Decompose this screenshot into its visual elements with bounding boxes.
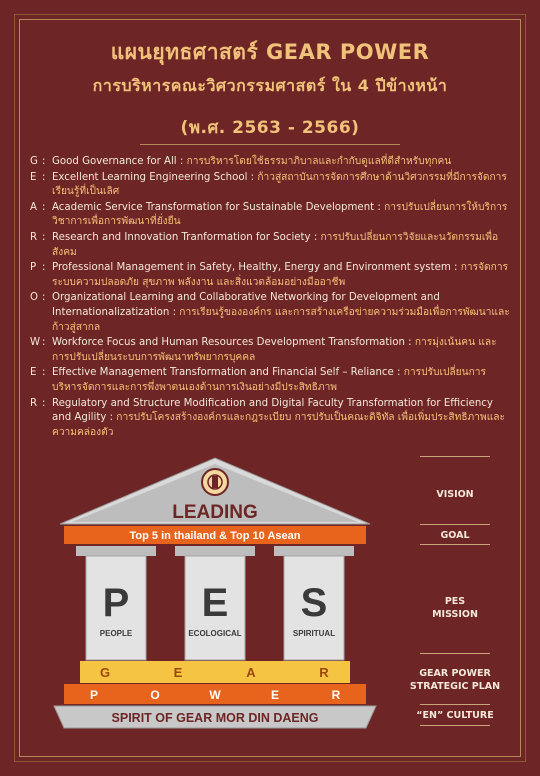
list-item: G : Good Governance for All : การบริหารโดยใช้ธรรมาภิบาลและกำกับดูแลที่ดีสำหรับทุกคน [30,156,452,167]
title-divider [140,144,400,145]
list-item: O : Organizational Learning and Collaborative Networking for Development and Internationalizatization : การเรียนรู้ขององค์กร และการสร้างเครือข่ายความร่วมมือเพื่อการพัฒนาและก้าวสู่สากล [30,292,510,333]
strategy-list [30,155,512,441]
gear-letter: E [173,665,183,680]
list-item: R : Regulatory and Structure Modification and Digital Faculty Transformation for Efficiency and Agility : การปรับโครงสร้างองค์กรและกฎระเบียบ การปรับเป็นคณะดิจิทัล เพื่อเพิ่มประสิทธิภาพและความคล่องตัว [30,397,505,438]
side-divider [420,524,490,525]
side-divider [420,725,490,726]
list-item: E : Effective Management Transformation and Financial Self – Reliance : การปรับเปลี่ยนการบริหารจัดการและการพึ่งพาตนเองด้านการเงินอย่างมีประสิทธิภาพ [30,367,486,393]
capital-center [175,546,255,556]
pillar-letter: P [102,581,130,625]
power-letter: O [150,688,160,702]
pillar-spiritual [284,556,344,660]
strategic-plan-label-2: STRATEGIC PLAN [409,681,501,692]
pillar-letter: E [201,581,229,625]
capital-right [274,546,354,556]
power-letter: E [270,688,280,702]
pillar-label: PEOPLE [99,629,133,638]
gear-letter: A [246,665,256,680]
base-text: SPIRIT OF GEAR MOR DIN DAENG [111,711,319,725]
main-title: แผนยุทธศาสตร์ GEAR POWER [110,40,430,64]
list-item: W : Workforce Focus and Human Resources Development Transformation : การมุ่งเน้นคน และการปรับเปลี่ยนระบบการพัฒนาทรัพยากรบุคคล [30,337,497,363]
gear-step [80,661,350,683]
capital-left [76,546,156,556]
side-divider [420,456,490,457]
list-item: E : Excellent Learning Engineering School : ก้าวสู่สถาบันการจัดการศึกษาด้านวิศวกรรมที่มีการจัดการเรียนรู้ที่เป็นเลิศ [30,171,507,198]
side-divider [420,704,490,705]
goal-label: GOAL [440,530,470,541]
pillar-label: ECOLOGICAL [188,629,242,638]
vision-label: VISION [436,489,474,500]
gear-letter: G [99,665,111,680]
list-item: P : Professional Management in Safety, Healthy, Energy and Environment system : การจัดการระบบความปลอดภัย สุขภาพ พลังงาน และสิ่งแวดล้อมอย่างมืออาชีพ [30,262,509,288]
strategic-plan-label-1: GEAR POWER [419,668,491,679]
pillar-ecological [185,556,245,660]
power-letter: W [209,688,221,702]
side-divider [420,653,490,654]
banner-text: Top 5 in thailand & Top 10 Asean [129,530,301,542]
temple-graphic [50,456,380,736]
list-item: R : Research and Innovation Tranformation for Society : การปรับเปลี่ยนการวิจัยและนวัตกรรมเพื่อสังคม [30,231,499,258]
pillar-letter: S [300,581,328,625]
subtitle: การบริหารคณะวิศวกรรมศาสตร์ ใน 4 ปีข้างหน้า [92,76,448,95]
list-item: A : Academic Service Transformation for Sustainable Development : การปรับเปลี่ยนการให้บริการวิชาการเพื่อการพัฒนาที่ยั่งยืน [30,201,508,228]
culture-label: “EN” CULTURE [416,710,494,721]
side-divider [420,544,490,545]
power-letter: P [89,688,99,702]
leading-text: LEADING [172,502,258,523]
faculty-emblem-icon [202,469,228,495]
pillar-people [86,556,146,660]
mission-label: MISSION [432,609,478,620]
pillar-label: SPIRITUAL [292,629,336,638]
power-letter: R [331,688,341,702]
gear-letter: R [319,665,329,680]
mission-label-pes: PES [444,596,466,607]
year-range: (พ.ศ. 2563 - 2566) [180,118,360,138]
